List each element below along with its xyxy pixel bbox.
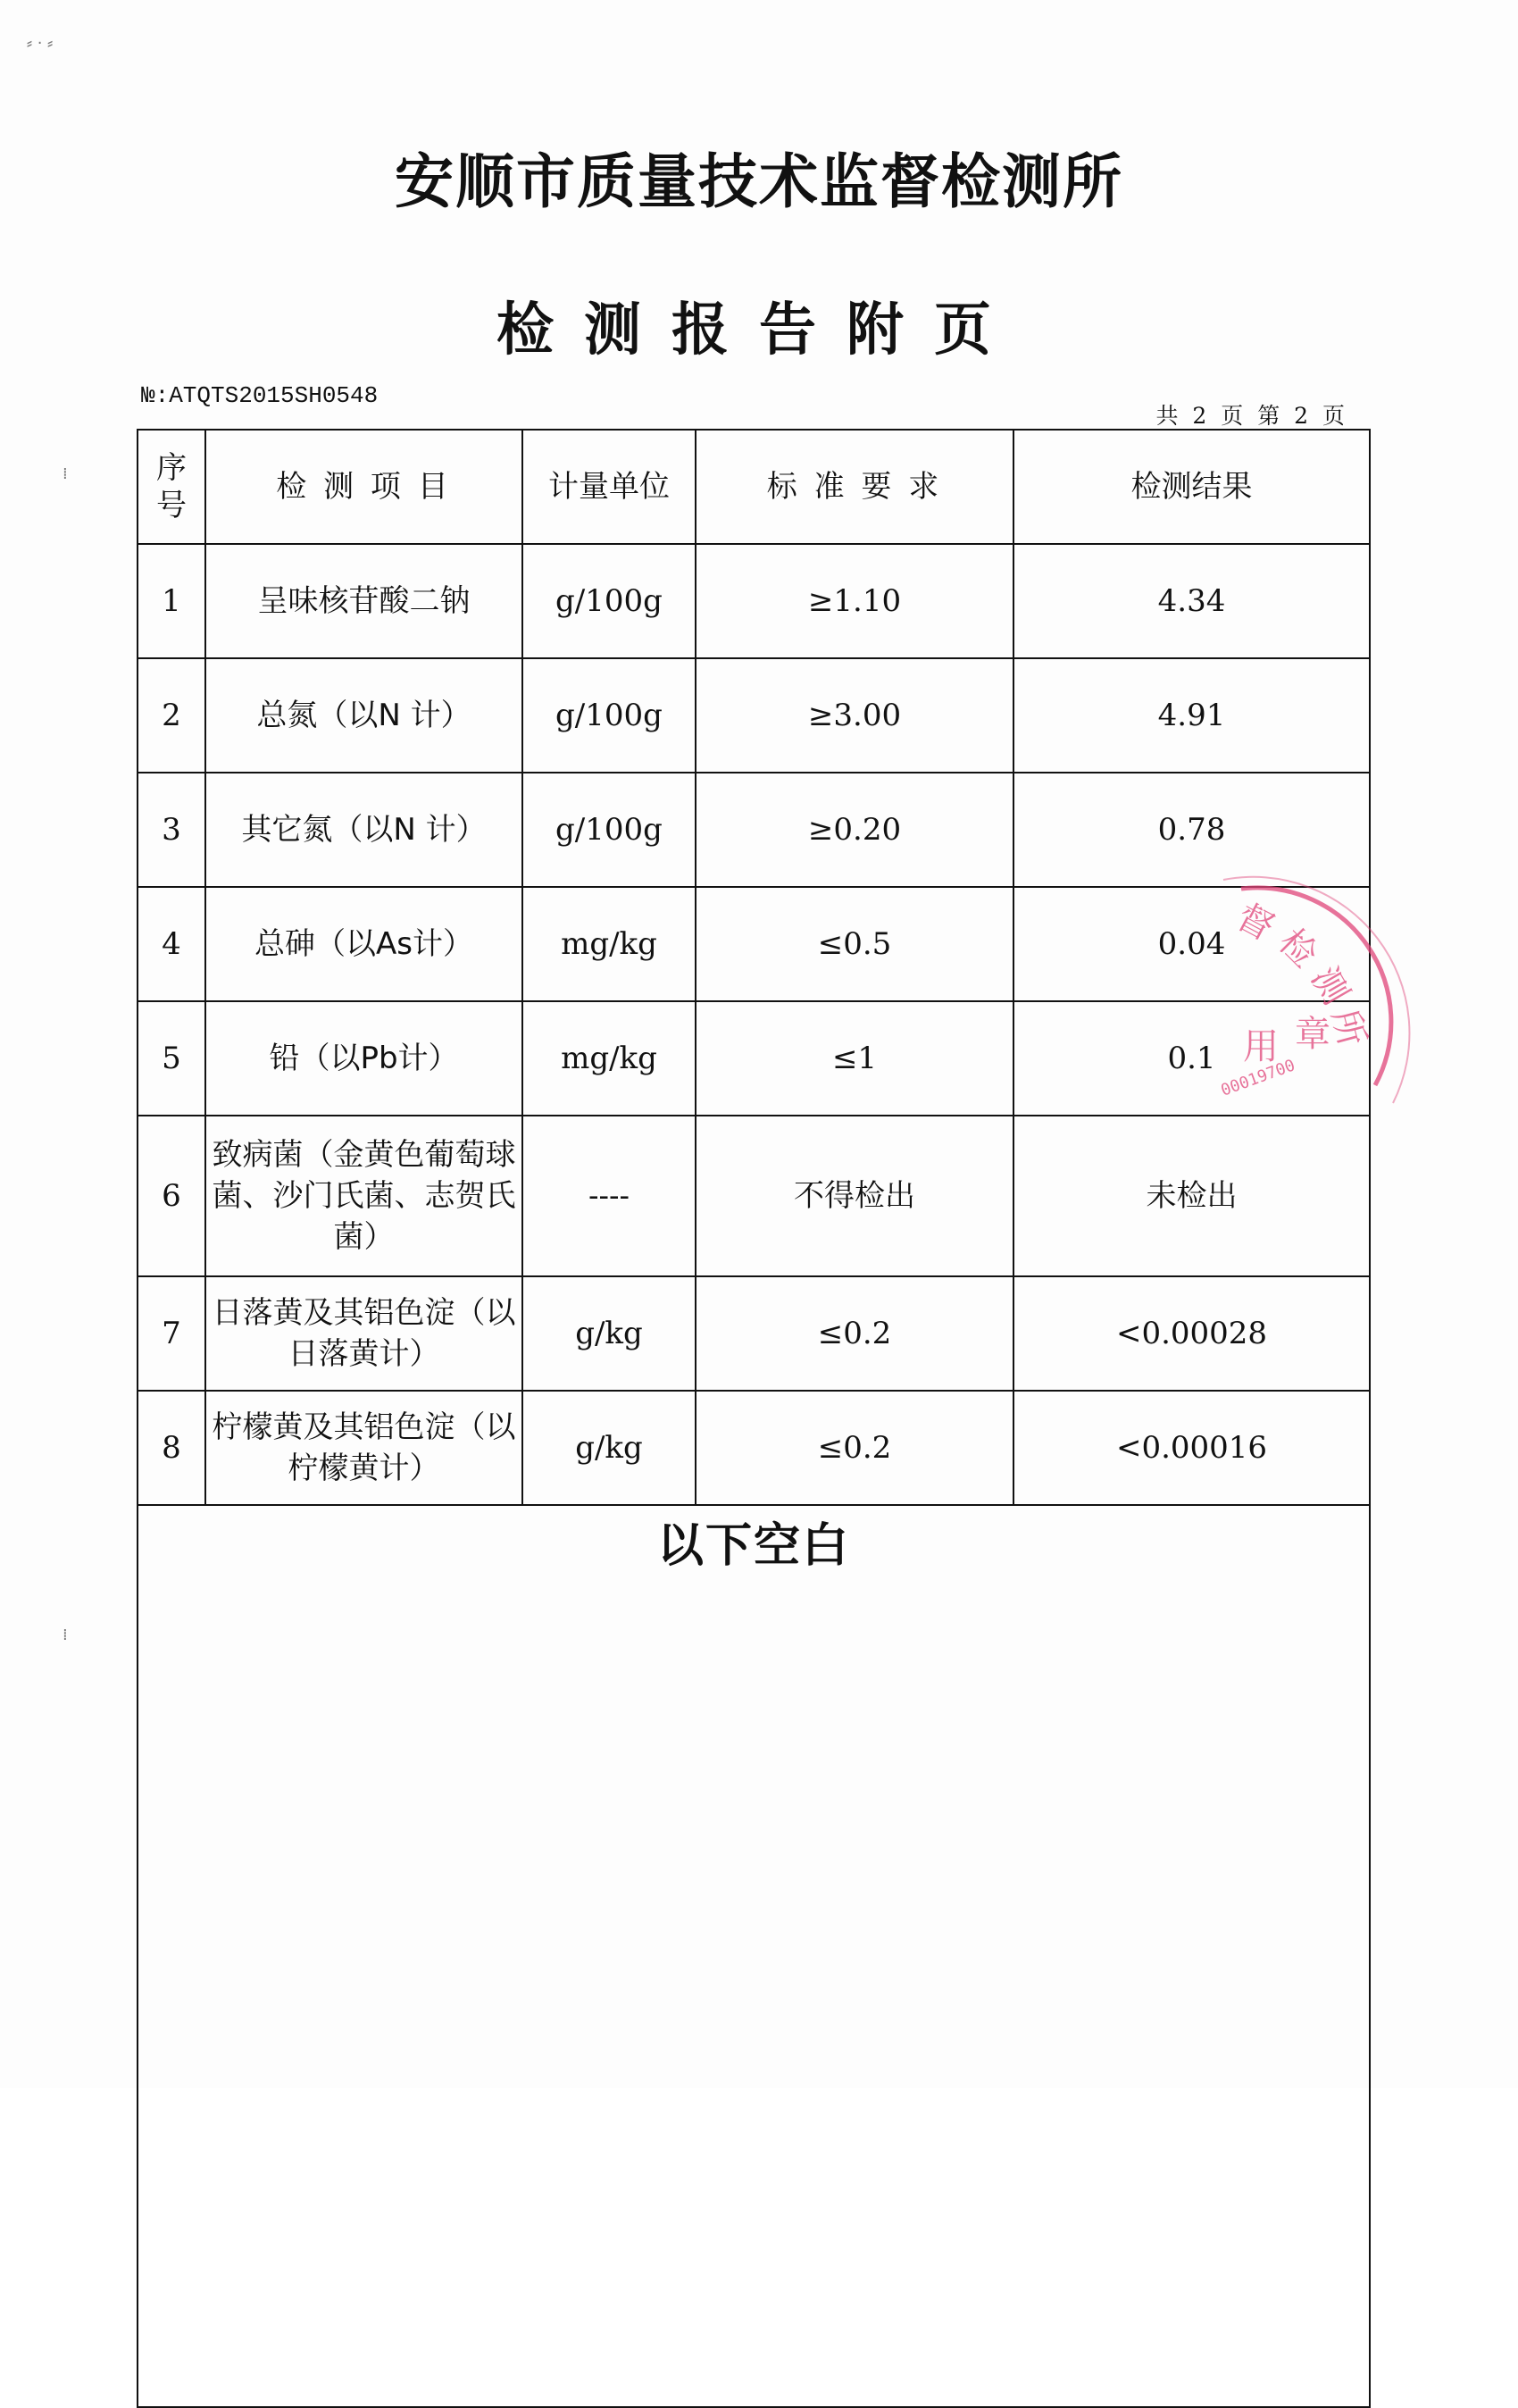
svg-text:00019700: 00019700 <box>1218 1056 1298 1100</box>
test-result: <0.00016 <box>1013 1391 1370 1505</box>
unit: ---- <box>522 1116 696 1276</box>
test-item: 总砷（以As计） <box>205 887 522 1001</box>
svg-text:督: 督 <box>1230 896 1281 949</box>
table-row <box>138 658 1370 773</box>
test-item: 其它氮（以N 计） <box>205 773 522 887</box>
standard-requirement: ≤0.2 <box>696 1391 1013 1505</box>
column-header-no: 序号 <box>138 430 205 544</box>
test-result: 4.91 <box>1013 658 1370 773</box>
test-item: 日落黄及其铝色淀（以日落黄计） <box>205 1276 522 1391</box>
test-item: 铅（以Pb计） <box>205 1001 522 1116</box>
column-header-unit: 计量单位 <box>522 430 696 544</box>
unit: g/kg <box>522 1276 696 1391</box>
blank-note: 以下空白 <box>656 1519 850 1573</box>
test-result: 未检出 <box>1013 1116 1370 1276</box>
row-number: 3 <box>138 773 205 887</box>
unit: g/100g <box>522 658 696 773</box>
results-table <box>137 429 1371 2408</box>
standard-requirement: 不得检出 <box>696 1116 1013 1276</box>
svg-text:章: 章 <box>1295 1014 1330 1055</box>
table-row <box>138 1001 1370 1116</box>
scan-artifact: ⁞ <box>63 1626 68 1644</box>
unit: g/kg <box>522 1391 696 1505</box>
unit: mg/kg <box>522 1001 696 1116</box>
column-header-result: 检测结果 <box>1013 430 1370 544</box>
test-item: 柠檬黄及其铝色淀（以柠檬黄计） <box>205 1391 522 1505</box>
table-row <box>138 1391 1370 1505</box>
svg-text:所: 所 <box>1323 1005 1373 1051</box>
row-number: 4 <box>138 887 205 1001</box>
unit: g/100g <box>522 544 696 658</box>
report-number: №:ATQTS2015SH0548 <box>141 382 379 409</box>
test-item: 呈味核苷酸二钠 <box>205 544 522 658</box>
standard-requirement: ≥1.10 <box>696 544 1013 658</box>
page-count: 共 2 页 第 2 页 <box>1155 403 1348 429</box>
row-number: 8 <box>138 1391 205 1505</box>
test-item: 致病菌（金黄色葡萄球菌、沙门氏菌、志贺氏菌） <box>205 1116 522 1276</box>
table-row <box>138 544 1370 658</box>
unit: mg/kg <box>522 887 696 1001</box>
column-header-standard: 标 准 要 求 <box>696 430 1013 544</box>
scan-artifact: ⁞ <box>63 464 68 483</box>
column-header-item: 检 测 项 目 <box>205 430 522 544</box>
table-row <box>138 1276 1370 1391</box>
svg-text:检: 检 <box>1270 921 1325 976</box>
test-result: 0.04 <box>1013 887 1370 1001</box>
svg-text:用: 用 <box>1243 1026 1279 1067</box>
table-row <box>138 1116 1370 1276</box>
report-title: 检测报告附页 <box>496 297 1022 364</box>
svg-text:测: 测 <box>1303 960 1357 1012</box>
standard-requirement: ≤0.2 <box>696 1276 1013 1391</box>
blank-area <box>138 1505 1370 2407</box>
standard-requirement: ≤1 <box>696 1001 1013 1116</box>
row-number: 5 <box>138 1001 205 1116</box>
test-result: 0.78 <box>1013 773 1370 887</box>
table-row <box>138 773 1370 887</box>
row-number: 6 <box>138 1116 205 1276</box>
scan-artifact: ⸗ · ⸗ <box>27 34 54 53</box>
blank-row <box>138 1505 1370 2407</box>
unit: g/100g <box>522 773 696 887</box>
test-result: <0.00028 <box>1013 1276 1370 1391</box>
standard-requirement: ≥3.00 <box>696 658 1013 773</box>
standard-requirement: ≥0.20 <box>696 773 1013 887</box>
standard-requirement: ≤0.5 <box>696 887 1013 1001</box>
row-number: 1 <box>138 544 205 658</box>
table-header-row <box>138 430 1370 544</box>
test-result: 0.1 <box>1013 1001 1370 1116</box>
test-result: 4.34 <box>1013 544 1370 658</box>
row-number: 7 <box>138 1276 205 1391</box>
test-item: 总氮（以N 计） <box>205 658 522 773</box>
row-number: 2 <box>138 658 205 773</box>
organization-name: 安顺市质量技术监督检测所 <box>395 147 1123 216</box>
table-row <box>138 887 1370 1001</box>
